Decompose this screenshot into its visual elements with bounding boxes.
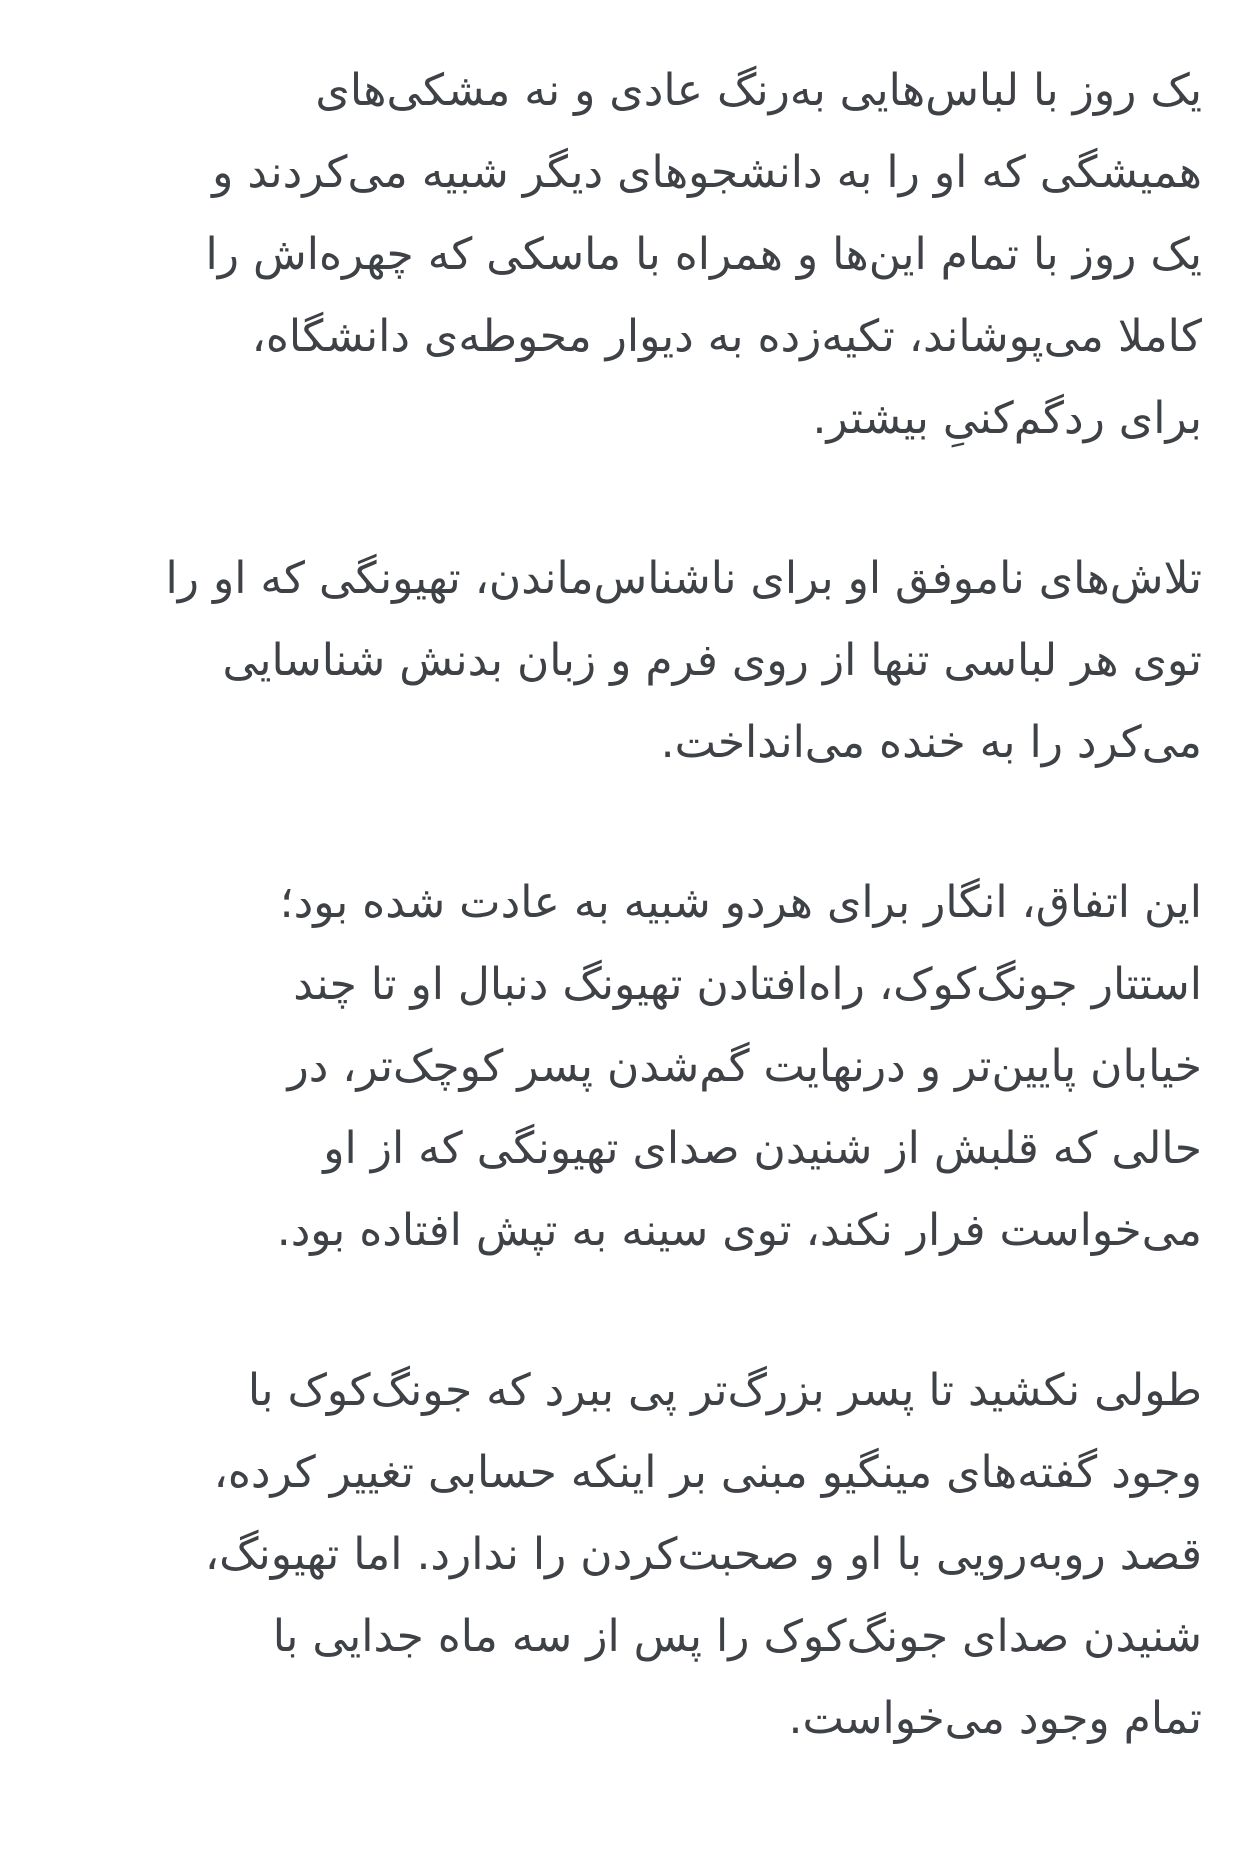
paragraph xyxy=(50,1350,1202,1760)
text-line: یک روز با تمام این‌ها و همراه با ماسکی که چهره‌اش را xyxy=(205,229,1202,280)
text-line: کاملا می‌پوشاند، تکیه‌زده به دیوار محوطه‌ی دانشگاه، xyxy=(251,311,1202,362)
paragraph xyxy=(50,538,1202,784)
text-line: قصد روبه‌رویی با او و صحبت‌کردن را ندارد. اما تهیونگ، xyxy=(204,1529,1202,1580)
text-line: حالی که قلبش از شنیدن صدای تهیونگی که از او xyxy=(323,1123,1202,1174)
text-line: برای ردگم‌کنیِ بیشتر. xyxy=(812,393,1202,444)
text-line: می‌کرد را به خنده می‌انداخت. xyxy=(660,717,1202,768)
text-line: شنیدن صدای جونگ‌کوک را پس از سه ماه جدایی با xyxy=(272,1611,1202,1662)
text-line: می‌خواست فرار نکند، توی سینه به تپش افتاده بود. xyxy=(276,1205,1202,1256)
text-line: تمام وجود می‌خواست. xyxy=(788,1693,1202,1744)
text-line: استتار جونگ‌کوک، راه‌افتادن تهیونگ دنبال او تا چند xyxy=(293,959,1202,1010)
text-line: همیشگی که او را به دانشجوهای دیگر شبیه می‌کردند و xyxy=(212,147,1202,198)
text-line: یک روز با لباس‌هایی به‌رنگ عادی و نه مشکی‌های xyxy=(315,65,1202,116)
text-line: توی هر لباسی تنها از روی فرم و زبان بدنش شناسایی xyxy=(222,635,1202,686)
paragraph xyxy=(50,50,1202,460)
text-line: طولی نکشید تا پسر بزرگ‌تر پی ببرد که جونگ‌کوک با xyxy=(247,1365,1202,1416)
text-line: تلاش‌های ناموفق او برای ناشناس‌ماندن، تهیونگی که او را xyxy=(165,553,1202,604)
text-line: وجود گفته‌های مینگیو مبنی بر اینکه حسابی تغییر کرده، xyxy=(213,1447,1202,1498)
text-line: این اتفاق، انگار برای هردو شبیه به عادت شده بود؛ xyxy=(279,877,1202,928)
paragraph xyxy=(50,862,1202,1272)
text-line: خیابان پایین‌تر و درنهایت گم‌شدن پسر کوچک‌تر، در xyxy=(287,1041,1202,1092)
